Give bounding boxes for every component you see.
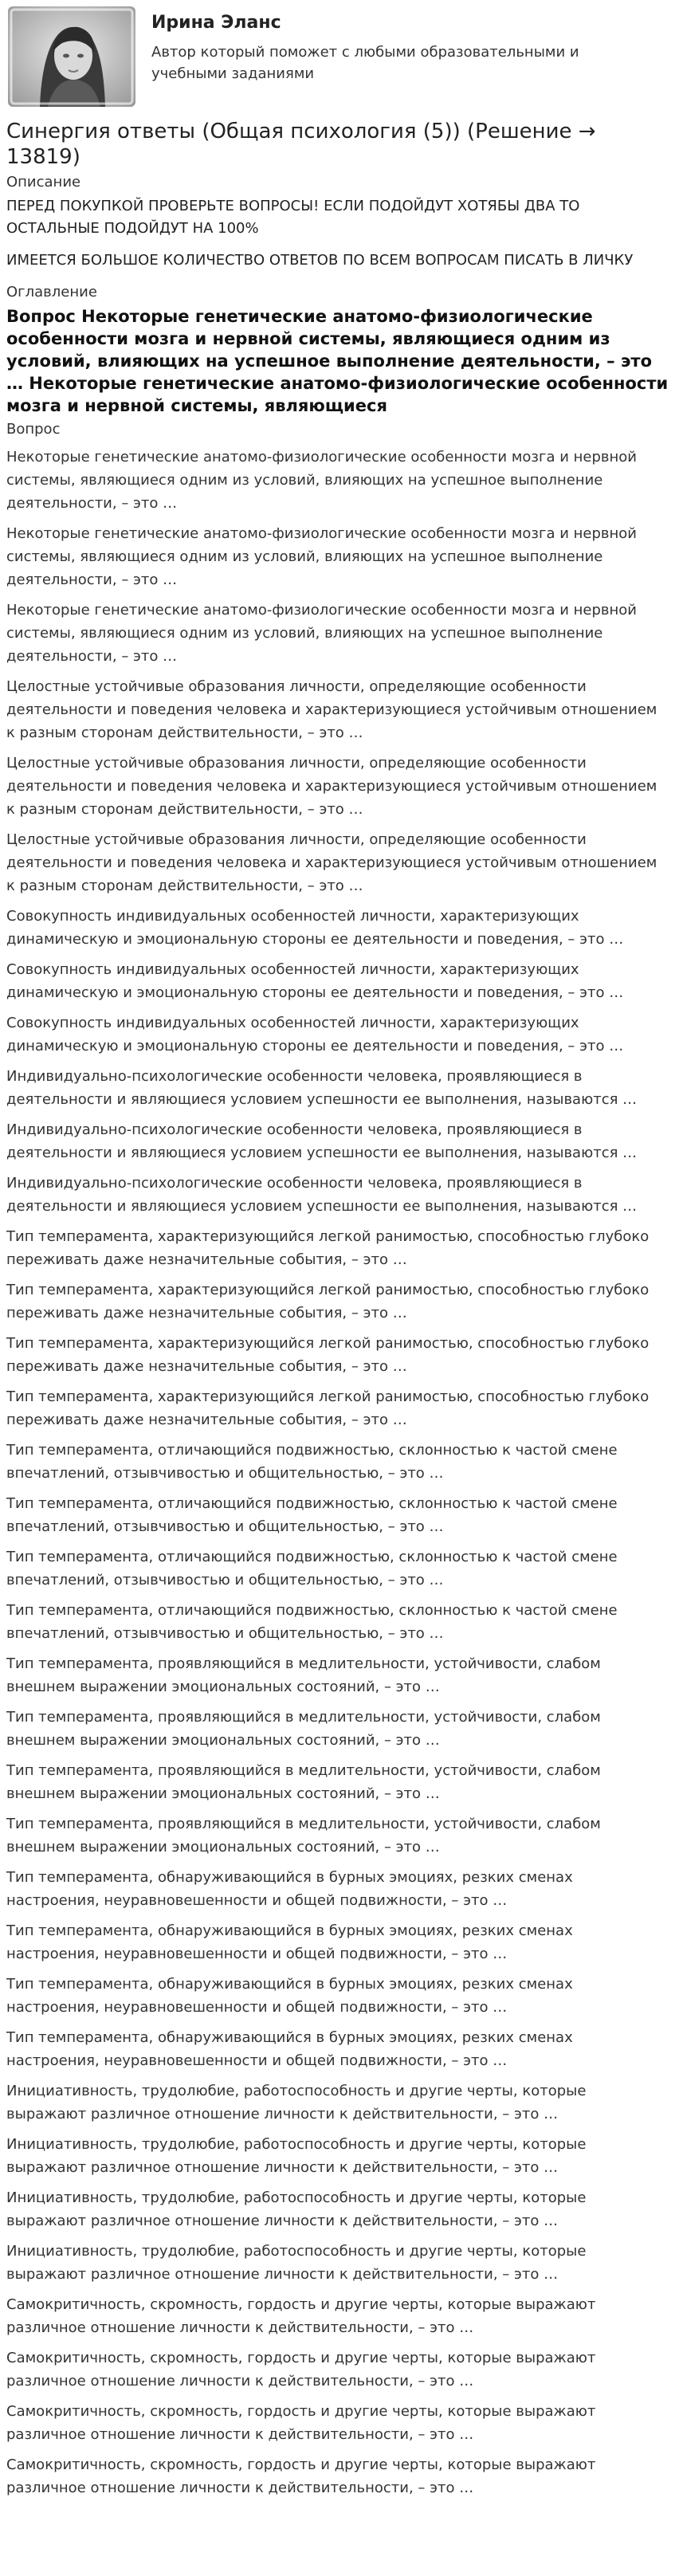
list-item[interactable]: Тип темперамента, проявляющийся в медлительности, устойчивости, слабом внешнем выражении эмоциональных состояний, – это …	[6, 1762, 601, 1802]
list-item[interactable]: Совокупность индивидуальных особенностей личности, характеризующих динамическую и эмоциональную стороны ее деятельности и поведения, – это …	[6, 908, 624, 948]
description-label: Описание	[6, 174, 81, 190]
list-item[interactable]: Инициативность, трудолюбие, работоспособность и другие черты, которые выражают различное отношение личности к действительности, – это …	[6, 2136, 587, 2176]
list-item[interactable]: Тип темперамента, характеризующийся легкой ранимостью, способностью глубоко переживать даже незначительные события, – это …	[6, 1335, 649, 1375]
question-list	[6, 446, 669, 2499]
list-item[interactable]: Тип темперамента, обнаруживающийся в бурных эмоциях, резких сменах настроения, неуравновешенности и общей подвижности, – это …	[6, 2029, 573, 2069]
list-item[interactable]: Инициативность, трудолюбие, работоспособность и другие черты, которые выражают различное отношение личности к действительности, – это …	[6, 2189, 587, 2229]
list-item[interactable]: Тип темперамента, отличающийся подвижностью, склонностью к частой смене впечатлений, отзывчивостью и общительностью, – это …	[6, 1602, 618, 1642]
list-item[interactable]: Тип темперамента, проявляющийся в медлительности, устойчивости, слабом внешнем выражении эмоциональных состояний, – это …	[6, 1709, 601, 1749]
list-item[interactable]: Тип темперамента, отличающийся подвижностью, склонностью к частой смене впечатлений, отзывчивостью и общительностью, – это …	[6, 1495, 618, 1535]
list-item[interactable]: Индивидуально-психологические особенности человека, проявляющиеся в деятельности и являющиеся условием успешности ее выполнения, называются …	[6, 1121, 638, 1161]
list-item[interactable]: Индивидуально-психологические особенности человека, проявляющиеся в деятельности и являющиеся условием успешности ее выполнения, называются …	[6, 1068, 638, 1108]
list-item[interactable]: Самокритичность, скромность, гордость и другие черты, которые выражают различное отношение личности к действительности, – это …	[6, 2456, 596, 2496]
list-item[interactable]: Тип темперамента, характеризующийся легкой ранимостью, способностью глубоко переживать даже незначительные события, – это …	[6, 1282, 649, 1321]
list-item[interactable]: Инициативность, трудолюбие, работоспособность и другие черты, которые выражают различное отношение личности к действительности, – это …	[6, 2083, 587, 2122]
list-item[interactable]: Целостные устойчивые образования личности, определяющие особенности деятельности и поведения человека и характеризующиеся устойчивым отношением к разным сторонам действительности, – это …	[6, 755, 657, 818]
list-item[interactable]: Совокупность индивидуальных особенностей личности, характеризующих динамическую и эмоциональную стороны ее деятельности и поведения, – это …	[6, 1015, 624, 1054]
list-item[interactable]: Тип темперамента, проявляющийся в медлительности, устойчивости, слабом внешнем выражении эмоциональных состояний, – это …	[6, 1655, 601, 1695]
list-item[interactable]: Совокупность индивидуальных особенностей личности, характеризующих динамическую и эмоциональную стороны ее деятельности и поведения, – это …	[6, 961, 624, 1001]
list-item[interactable]: Тип темперамента, характеризующийся легкой ранимостью, способностью глубоко переживать даже незначительные события, – это …	[6, 1228, 649, 1268]
list-item[interactable]: Тип темперамента, проявляющийся в медлительности, устойчивости, слабом внешнем выражении эмоциональных состояний, – это …	[6, 1816, 601, 1855]
list-item[interactable]: Тип темперамента, характеризующийся легкой ранимостью, способностью глубоко переживать даже незначительные события, – это …	[6, 1388, 649, 1428]
list-item[interactable]: Некоторые генетические анатомо-физиологические особенности мозга и нервной системы, являющиеся одним из условий, влияющих на успешное выполнение деятельности, – это …	[6, 602, 637, 665]
list-item[interactable]: Некоторые генетические анатомо-физиологические особенности мозга и нервной системы, являющиеся одним из условий, влияющих на успешное выполнение деятельности, – это …	[6, 449, 637, 512]
description-text: ИМЕЕТСЯ БОЛЬШОЕ КОЛИЧЕСТВО ОТВЕТОВ ПО ВСЕМ ВОПРОСАМ ПИСАТЬ В ЛИЧКУ	[6, 252, 634, 269]
list-item[interactable]: Тип темперамента, обнаруживающийся в бурных эмоциях, резких сменах настроения, неуравновешенности и общей подвижности, – это …	[6, 1869, 573, 1909]
avatar[interactable]	[8, 6, 135, 107]
question-label: Вопрос	[6, 421, 61, 438]
author-description: Автор который поможет с любыми образовательными и учебными заданиями	[151, 44, 579, 82]
question-heading: Вопрос Некоторые генетические анатомо-физиологические особенности мозга и нервной системы, являющиеся одним из условий, влияющих на успешное выполнение деятельности, – это … Некоторые генетические анатомо-физиологические особенности мозга и нервной системы, являющиеся	[6, 307, 669, 415]
list-item[interactable]: Тип темперамента, обнаруживающийся в бурных эмоциях, резких сменах настроения, неуравновешенности и общей подвижности, – это …	[6, 1922, 573, 1962]
author-header	[6, 0, 669, 106]
list-item[interactable]: Тип темперамента, отличающийся подвижностью, склонностью к частой смене впечатлений, отзывчивостью и общительностью, – это …	[6, 1442, 618, 1482]
list-item[interactable]: Инициативность, трудолюбие, работоспособность и другие черты, которые выражают различное отношение личности к действительности, – это …	[6, 2243, 587, 2283]
list-item[interactable]: Некоторые генетические анатомо-физиологические особенности мозга и нервной системы, являющиеся одним из условий, влияющих на успешное выполнение деятельности, – это …	[6, 525, 637, 588]
list-item[interactable]: Тип темперамента, обнаруживающийся в бурных эмоциях, резких сменах настроения, неуравновешенности и общей подвижности, – это …	[6, 1976, 573, 2016]
list-item[interactable]: Целостные устойчивые образования личности, определяющие особенности деятельности и поведения человека и характеризующиеся устойчивым отношением к разным сторонам действительности, – это …	[6, 678, 657, 741]
list-item[interactable]: Целостные устойчивые образования личности, определяющие особенности деятельности и поведения человека и характеризующиеся устойчивым отношением к разным сторонам действительности, – это …	[6, 831, 657, 894]
author-info	[151, 6, 630, 84]
list-item[interactable]: Самокритичность, скромность, гордость и другие черты, которые выражают различное отношение личности к действительности, – это …	[6, 2350, 596, 2389]
list-item[interactable]: Самокритичность, скромность, гордость и другие черты, которые выражают различное отношение личности к действительности, – это …	[6, 2296, 596, 2336]
avatar-image	[8, 6, 135, 107]
list-item[interactable]: Тип темперамента, отличающийся подвижностью, склонностью к частой смене впечатлений, отзывчивостью и общительностью, – это …	[6, 1549, 618, 1588]
list-item[interactable]: Индивидуально-психологические особенности человека, проявляющиеся в деятельности и являющиеся условием успешности ее выполнения, называются …	[6, 1175, 638, 1215]
author-name[interactable]: Ирина Эланс	[151, 13, 281, 33]
toc-label: Оглавление	[6, 284, 97, 300]
description-text: ПЕРЕД ПОКУПКОЙ ПРОВЕРЬТЕ ВОПРОСЫ! ЕСЛИ ПОДОЙДУТ ХОТЯБЫ ДВА ТО ОСТАЛЬНЫЕ ПОДОЙДУТ НА 100%	[6, 198, 580, 237]
page-title: Синергия ответы (Общая психология (5)) (Решение → 13819)	[6, 120, 596, 169]
list-item[interactable]: Самокритичность, скромность, гордость и другие черты, которые выражают различное отношение личности к действительности, – это …	[6, 2403, 596, 2443]
